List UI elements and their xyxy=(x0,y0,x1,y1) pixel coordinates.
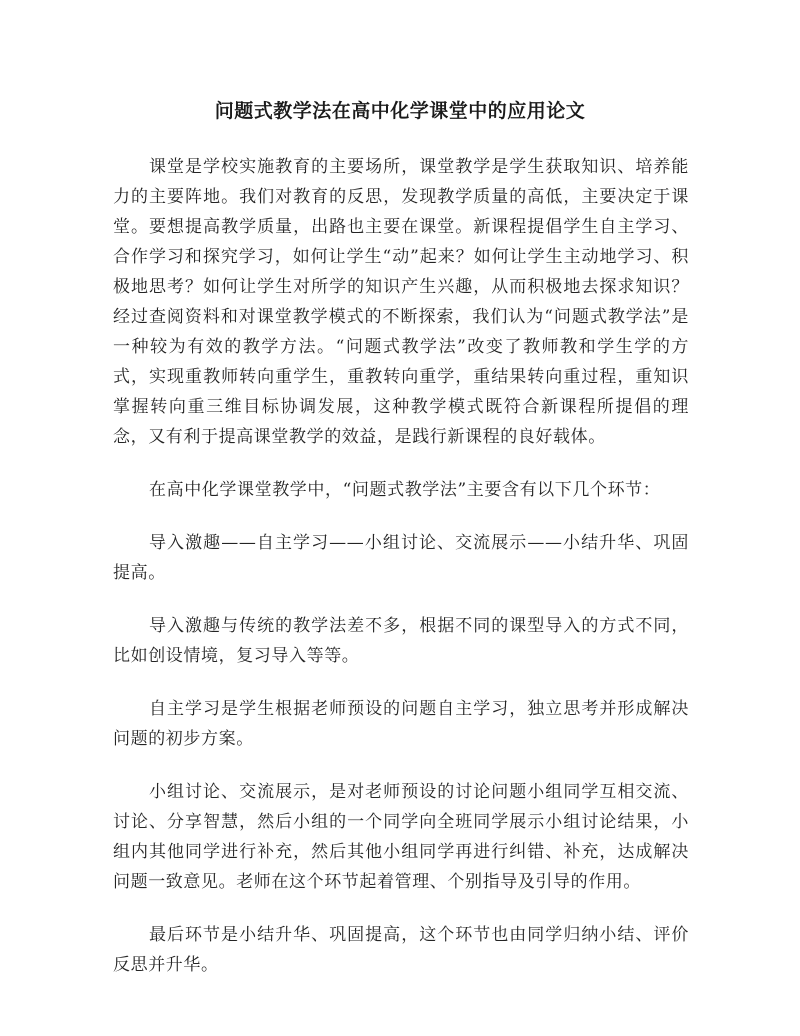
paragraph-step-4: 最后环节是小结升华、巩固提高，这个环节也由同学归纳小结、评价反思并升华。 xyxy=(113,925,689,975)
paragraph-step-3: 小组讨论、交流展示，是对老师预设的讨论问题小组同学互相交流、讨论、分享智慧，然后小组的一个同学向全班同学展示小组讨论结果，小组内其他同学进行补充，然后其他小组同学再进行纠错、补充，达成解决问题一致意见。老师在这个环节起着管理、个别指导及引导的作用。 xyxy=(113,782,689,892)
paragraph-step-2: 自主学习是学生根据老师预设的问题自主学习，独立思考并形成解决问题的初步方案。 xyxy=(113,699,689,749)
paragraph-steps: 导入激趣——自主学习——小组讨论、交流展示——小结升华、巩固提高。 xyxy=(113,533,689,583)
document-title: 问题式教学法在高中化学课堂中的应用论文 xyxy=(214,100,586,122)
document-body xyxy=(113,152,689,1003)
paragraph-steps-intro: 在高中化学课堂教学中，“问题式教学法”主要含有以下几个环节： xyxy=(149,480,661,500)
paragraph-intro: 课堂是学校实施教育的主要场所，课堂教学是学生获取知识、培养能力的主要阵地。我们对教育的反思，发现教学质量的高低，主要决定于课堂。要想提高教学质量，出路也主要在课堂。新课程提倡学生自主学习、合作学习和探究学习，如何让学生“动”起来？如何让学生主动地学习、积极地思考？如何让学生对所学的知识产生兴趣，从而积极地去探求知识？经过查阅资料和对课堂教学模式的不断探索，我们认为“问题式教学法”是一种较为有效的教学方法。“问题式教学法”改变了教师教和学生学的方式，实现重教师转向重学生，重教转向重学，重结果转向重过程，重知识掌握转向重三维目标协调发展，这种教学模式既符合新课程所提倡的理念，又有利于提高课堂教学的效益，是践行新课程的良好载体。 xyxy=(113,157,689,447)
paragraph-step-1: 导入激趣与传统的教学法差不多，根据不同的课型导入的方式不同，比如创设情境，复习导入等等。 xyxy=(113,616,689,666)
